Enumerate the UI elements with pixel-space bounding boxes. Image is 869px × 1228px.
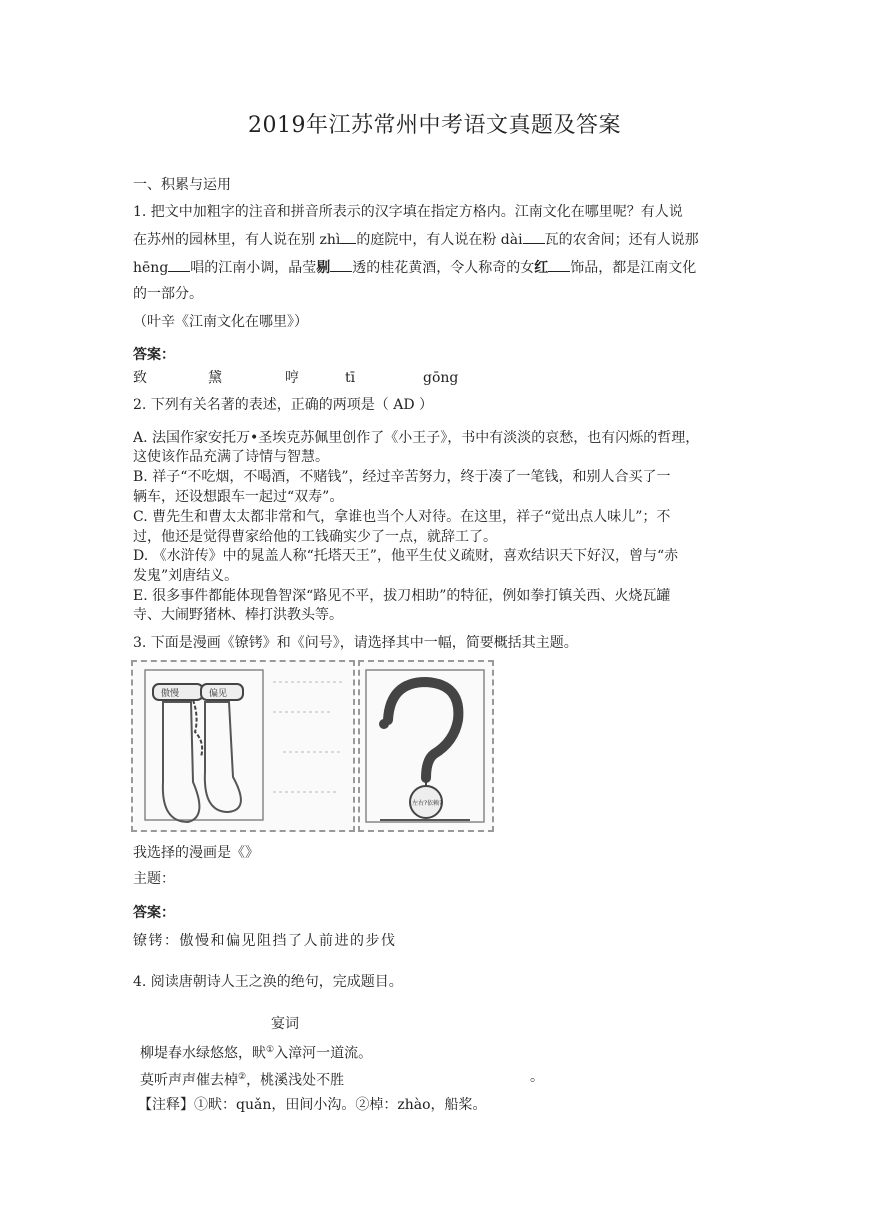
- q1-line2-a: 在苏州的园林里，有人说在别 zhì: [133, 232, 341, 248]
- cartoon-shackles: [131, 660, 355, 832]
- poem-line2-b: ，桃溪浅处不胜: [246, 1072, 345, 1089]
- bold-char-hong: 红: [534, 260, 549, 276]
- page-title: 2019年江苏常州中考语文真题及答案: [248, 113, 621, 138]
- q3-choice: 我选择的漫画是《》: [133, 845, 259, 861]
- cartoon1-text2: 偏见: [209, 689, 228, 699]
- q1-answers: [0, 368, 869, 388]
- q2-option-b-line2: 辆车，还设想跟车一起过“双寿”。: [133, 489, 344, 505]
- poem-line1: [140, 1040, 372, 1064]
- q1-line3-c: 透的桂花黄酒，令人称奇的女: [352, 260, 535, 276]
- answer-item: tī: [345, 370, 356, 386]
- answer-label-3: 答案：: [133, 905, 175, 921]
- q1-line4: 的一部分。: [133, 286, 203, 302]
- q3-answer: 镣铐：傲慢和偏见阻挡了人前进的步伐: [133, 933, 397, 949]
- q2-option-a-line2: 这使该作品充满了诗情与智慧。: [133, 449, 329, 465]
- q2-option-d-line2: 发鬼”刘唐结义。: [133, 568, 239, 584]
- blank-1: [340, 229, 356, 244]
- answer-item: gōng: [423, 370, 459, 386]
- q1-line3: [133, 257, 696, 278]
- q1-line2-b: 的庭院中，有人说在粉 dài: [356, 232, 523, 248]
- q2-option-c-line1: C. 曹先生和曹太太都非常和气，拿谁也当个人对待。在这里，祥子“觉出点人味儿”；不: [133, 509, 671, 525]
- footnote-mark-2: ②: [238, 1072, 247, 1082]
- q1-line3-b: 唱的江南小调，晶莹: [190, 260, 317, 276]
- q3-stem: 3. 下面是漫画《镣铐》和《问号》，请选择其中一幅，简要概括其主题。: [133, 635, 578, 651]
- blank-2: [523, 229, 545, 244]
- q2-option-a-line1: A. 法国作家安托万•圣埃克苏佩里创作了《小王子》，书中有淡淡的哀愁，也有闪烁的哲理，: [133, 430, 700, 446]
- q3-theme: 主题：: [133, 871, 175, 887]
- q1-line2: [133, 229, 699, 250]
- q2-option-e-line1: E. 很多事件都能体现鲁智深“路见不平，拔刀相助”的特征，例如拳打镇关西、火烧瓦罐: [133, 588, 671, 604]
- poem-line2-a: 莫听声声催去棹: [140, 1072, 238, 1089]
- poem-line1-b: 入漳河一道流。: [274, 1045, 373, 1062]
- answer-item: 致: [133, 370, 147, 386]
- q1-source: （叶辛《江南文化在哪里》）: [133, 314, 308, 330]
- q1-line3-d: 饰品，都是江南文化: [570, 260, 697, 276]
- poem-notes: 【注释】①畎：quǎn，田间小沟。②棹：zhào，船桨。: [138, 1097, 487, 1113]
- q1-line1: 1. 把文中加粗字的注音和拼音所表示的汉字填在指定方格内。江南文化在哪里呢？有人说: [133, 204, 683, 220]
- q2-option-d-line1: D. 《水浒传》中的晁盖人称“托塔天王”，他平生仗义疏财，喜欢结识天下好汉，曾与“赤: [133, 548, 679, 564]
- answer-item: 黛: [208, 370, 222, 386]
- blank-3: [168, 257, 190, 272]
- cartoon1-text1: 傲慢: [161, 689, 180, 699]
- q2-option-c-line2: 过，他还是觉得曹家给他的工钱确实少了一点，就辞工了。: [133, 529, 497, 545]
- blank-4: [330, 257, 352, 272]
- q4-stem: 4. 阅读唐朝诗人王之涣的绝句，完成题目。: [133, 974, 403, 990]
- question-mark-drawing: [360, 662, 492, 830]
- answer-label-1: 答案：: [133, 347, 175, 363]
- poem-line2: [140, 1067, 344, 1091]
- poem-line1-a: 柳堤春水绿悠悠，畎: [140, 1045, 266, 1062]
- poem-title: 宴词: [271, 1016, 299, 1032]
- poem-line2-end: 。: [530, 1069, 544, 1085]
- q2-stem: 2. 下列有关名著的表述，正确的两项是（ AD ）: [133, 397, 434, 413]
- cartoon-question-mark: [358, 660, 494, 832]
- q1-line2-c: 瓦的农舍间；还有人说那: [544, 232, 699, 248]
- q2-option-b-line1: B. 祥子“不吃烟，不喝酒，不赌钱”，经过辛苦努力，终于凑了一笔钱，和别人合买了一: [133, 469, 671, 485]
- bold-char-ti: 剔: [316, 260, 331, 276]
- cartoon2-text: 左右?依赖?: [412, 800, 443, 807]
- footnote-mark-1: ①: [266, 1045, 275, 1055]
- answer-item: 哼: [285, 370, 299, 386]
- shackles-drawing: [133, 662, 353, 830]
- blank-5: [548, 257, 570, 272]
- section-heading: 一、积累与运用: [133, 177, 231, 193]
- q1-line3-a: hēng: [133, 260, 169, 276]
- q2-option-e-line2: 寺、大闹野猪林、棒打洪教头等。: [133, 607, 343, 623]
